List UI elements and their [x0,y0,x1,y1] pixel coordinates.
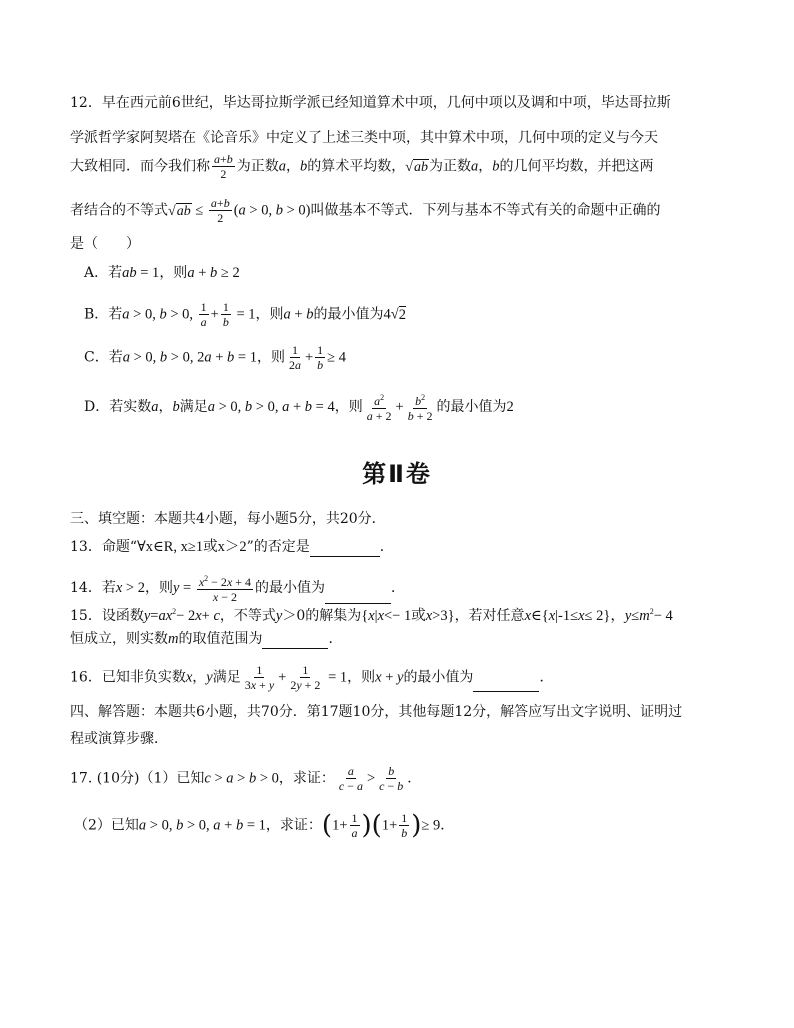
q12-line-5: 是（ ） [70,236,140,252]
q14-answer-blank[interactable] [325,583,391,604]
q15-line-1: 15．设函数$y=ax^2- 2x+ c$，不等式y＞0的解集为{x|x<− 1或x>3}，若对任意x∈{x|-1≤x≤ 2}，$y\le m^2- 4$ [70,607,673,624]
option-a: A．若ab = 1，则a + b ≥ 2 [84,265,240,281]
q12-line-2: 学派哲学家阿契塔在《论音乐》中定义了上述三类中项，其中算术中项，几何中项的定义与今天 [70,130,658,146]
q13-answer-blank[interactable] [310,536,380,557]
q16: 16．已知非负实数x，y满足 $\frac{1}{3x + y}$ + $\frac{1}{2y + 2}$ = 1，则x + y的最小值为 ． [70,663,554,692]
q15-answer-blank[interactable] [262,628,328,649]
q12-line-3: 大致相同．而今我们称 $\frac{a+b}{2}$ 为正数a，b的算术平均数，√ab为正数a，b的几何平均数，并把这两 [70,152,654,181]
frac-arith-mean: $\frac{a+b}{2}$ [214,152,233,181]
part4-header-line-2: 程或演算步骤． [70,731,168,747]
q16-answer-blank[interactable] [473,671,539,692]
q12-line-1: 12．早在西元前6世纪，毕达哥拉斯学派已经知道算术中项，几何中项以及调和中项，毕达哥拉斯 [70,95,671,111]
q13: 13．命题“∀x∈R, x≥1或x＞2”的否定是 ． [70,536,394,557]
section-title: 第Ⅱ卷 [362,460,432,488]
part4-header-line-1: 四、解答题：本题共6小题，共70分．第17题10分，其他每题12分，解答应写出文字说明、证明过 [70,704,683,720]
option-d: D．若实数a，b满足a > 0, b > 0, a + b = 4，则 $\frac{a^2}{a + 2}$ + $\frac{b^2}{b + 2}$ 的最小值为2 [84,393,514,423]
part3-header: 三、填空题：本题共4小题，每小题5分，共20分． [70,511,386,527]
q14: 14．若x > 2，则y = $\frac{x^2 - 2x + 4}{x - 2}$ 的最小值为 ． [70,574,406,604]
q12-line-4: 者结合的不等式√ab ≤ $\frac{a+b}{2}$ (a > 0, b > 0)叫做基本不等式．下列与基本不等式有关的命题中正确的 [70,196,661,225]
q17-part-2: （2）已知a > 0, b > 0, a + b = 1，求证：(1+ $\frac{1}{a}$ )(1+ $\frac{1}{b}$ )≥ 9． [74,810,455,841]
option-b: B．若a > 0, b > 0, $\frac{1}{a}$ + $\frac{1}{b}$ = 1，则a + b的最小值为4√2 [84,300,406,329]
q17-part-1: 17. (10分)（1）已知c > a > b > 0，求证： $\frac{a}{c - a}$ > $\frac{b}{c - b}$ ． [70,764,422,793]
q15-line-2: 恒成立，则实数m的取值范围为 ． [70,628,342,649]
sqrt-ab: √ab [405,159,428,175]
option-c: C．若a > 0, b > 0, 2a + b = 1，则 $\frac{1}{2a}$ + $\frac{1}{b}$ ≥ 4 [84,343,346,372]
